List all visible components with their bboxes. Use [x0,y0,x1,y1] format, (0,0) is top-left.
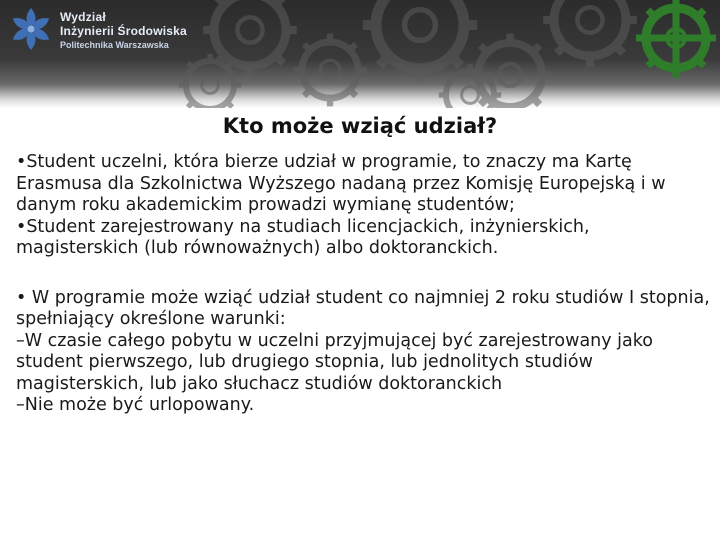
subbullet-registration: –W czasie całego pobytu w uczelni przyjmującej być zarejestrowany jako student pierwszego, lub drugiego stopnia, lub jednolitych studiów magisterskich, lub jako słuchacz studiów doktoranckich [16,330,653,394]
spacer [16,260,716,288]
logo-title-line1: Wydział [60,10,106,24]
bullet-erasmus-charter: •Student uczelni, która bierze udział w programie, to znaczy ma Kartę Erasmusa dla Szkolnictwa Wyższego nadaną przez Komisję Europejską i w danym roku akademickim prowadzi wymianę studentów; [16,152,666,215]
header-banner [0,0,720,108]
logo-title [60,10,187,38]
bullet-registered-student: •Student zarejestrowany na studiach licencjackich, inżynierskich, magisterskich (lub równoważnych) albo doktoranckich. [16,216,590,258]
bullet-second-year: • W programie może wziąć udział student co najmniej 2 roku studiów I stopnia, spełniający określone warunki: [16,287,710,329]
subbullet-no-leave: –Nie może być urlopowany. [16,395,255,415]
slide-body [16,152,716,417]
faculty-logo [8,6,188,58]
slide-title: Kto może wziąć udział? [222,114,498,138]
faculty-emblem-icon [8,6,54,52]
green-gear-icon [636,0,716,78]
logo-subtitle: Politechnika Warszawska [60,40,169,50]
logo-title-line2: Inżynierii Środowiska [60,24,187,38]
